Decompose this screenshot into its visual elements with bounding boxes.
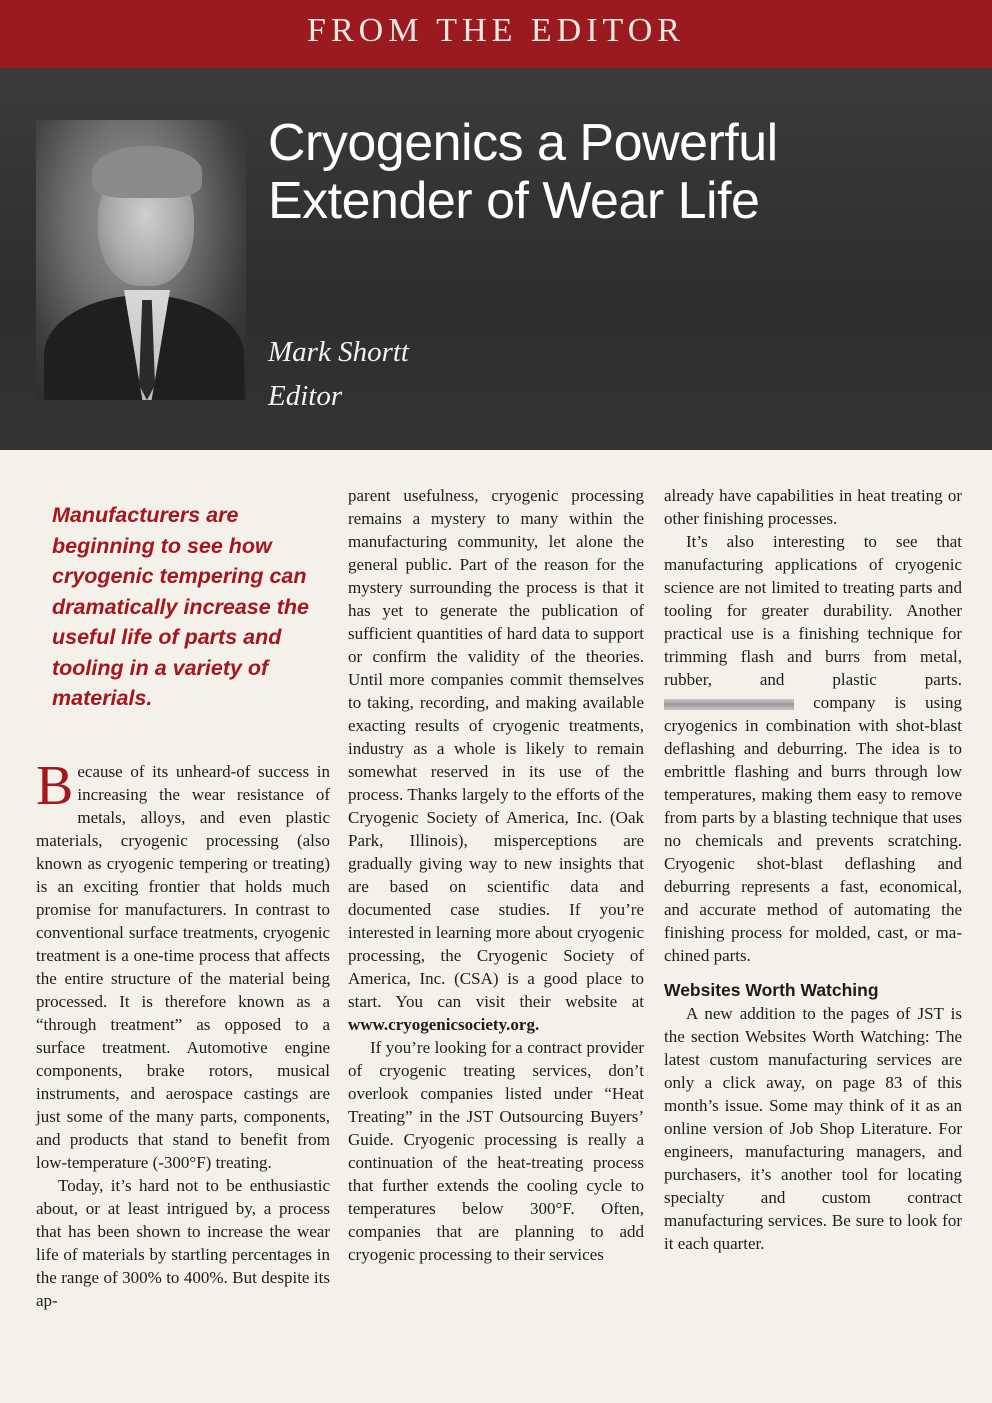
column-1 bbox=[36, 755, 330, 1312]
author-title: Editor bbox=[268, 380, 343, 412]
column-3 bbox=[664, 484, 962, 1255]
website-link[interactable]: www.cryogenicsociety.org. bbox=[348, 1015, 540, 1034]
col1-paragraph-1: Because of its unheard-of success in increasing the wear resistance of metals, alloys, and even plastic materials, cryogenic processing (also known as cryogenic tempering or treating) is an exciting frontier that holds much promise for manufacturers. In contrast to conventional surface treatments, cryogenic treatment is a one-time process that affects the entire structure of the material being processed. It is therefore known as a “through treatment” as opposed to a surface treatment. Automotive engine components, brake rotors, musical instruments, and aerospace castings are just some of the many parts, components, and products that stand to benefit from low-temperature (-300°F) treating. bbox=[36, 755, 330, 1172]
headline-line-1: Cryogenics a Powerful bbox=[268, 114, 778, 172]
drop-cap: B bbox=[36, 755, 74, 817]
section-kicker: FROM THE EDITOR bbox=[307, 12, 685, 49]
col1-paragraph-2: Today, it’s hard not to be enthusiastic about, or at least intrigued by, a process that has been shown to increase the wear life of materials by startling percentages in the range of 300% to 400%. But despite its ap- bbox=[36, 1176, 330, 1310]
col2-paragraph-1: parent usefulness, cryogenic processing remains a mystery to many within the manufacturing community, let alone the general public. Part of the reason for the mystery surrounding the process is that it has yet to generate the publication of sufficient quantities of hard data to support or confirm the validity of the theories. Until more companies commit themselves to taking, recording, and making available exacting results of cryogenic treatments, industry as a whole is likely to remain somewhat reserved in its use of the process. Thanks largely to the efforts of the Cryogenic Society of America, Inc. (Oak Park, Illinois), misperceptions are gradually giving way to new insights that are based on scientific data and documented case studies. If you’re interested in learning more about cryogenic processing, the Cryogenic Society of America, Inc. (CSA) is a good place to start. You can visit their website at www.cryogenicsociety.org. bbox=[348, 486, 644, 1034]
subhead-websites: Websites Worth Watching bbox=[664, 980, 879, 1000]
col3-paragraph-3: A new addition to the pages of JST is the section Websites Worth Watching: The latest custom manufacturing services are only a click away, on page 83 of this month’s issue. Some may think of it as an online version of Job Shop Literature. For engineers, manufacturing managers, and purchasers, it’s another tool for locating specialty and custom contract manufacturing services. Be sure to look for it each quarter. bbox=[664, 1004, 962, 1253]
redacted-company-name bbox=[664, 699, 794, 710]
article-header bbox=[0, 68, 992, 450]
editor-portrait bbox=[36, 120, 246, 400]
byline bbox=[268, 330, 409, 418]
pull-quote: Manufacturers are beginning to see how cryogenic tempering can dramatically increase the useful life of parts and tooling in a variety of materials. bbox=[52, 503, 309, 710]
headline-line-2: Extender of Wear Life bbox=[268, 172, 760, 230]
article-headline bbox=[268, 114, 968, 230]
section-banner bbox=[0, 0, 992, 68]
portrait-hair bbox=[92, 146, 202, 198]
col3-paragraph-2: It’s also interesting to see that manufacturing applications of cryogenic science are not limited to treating parts and tooling for greater durability. Another practical use is a finishing technique for trimming flash and burrs from metal, rubber, and plastic parts. company is using cryogenics in combination with shot-blast deflashing and deburring. The idea is to embrittle flashing and burrs through low temperatures, making them easy to remove from parts by a blasting technique that uses no chemicals and prevents scratching. Cryogenic shot-blast deflashing and deburring represents a fast, economical, and accurate method of automating the finishing process for molded, cast, or machined parts. bbox=[664, 532, 962, 965]
author-name: Mark Shortt bbox=[268, 336, 409, 368]
col3-paragraph-1: already have capabilities in heat treating or other finishing processes. bbox=[664, 486, 962, 528]
column-2 bbox=[348, 484, 644, 1266]
col2-paragraph-2: If you’re looking for a contract provider of cryogenic treating services, don’t overlook companies listed under “Heat Treating” in the JST Outsourcing Buyers’ Guide. Cryogenic processing is really a continuation of the heat-treating process that further extends the cooling cycle to temperatures below 300°F. Often, companies that are planning to add cryogenic processing to their services bbox=[348, 1038, 644, 1264]
